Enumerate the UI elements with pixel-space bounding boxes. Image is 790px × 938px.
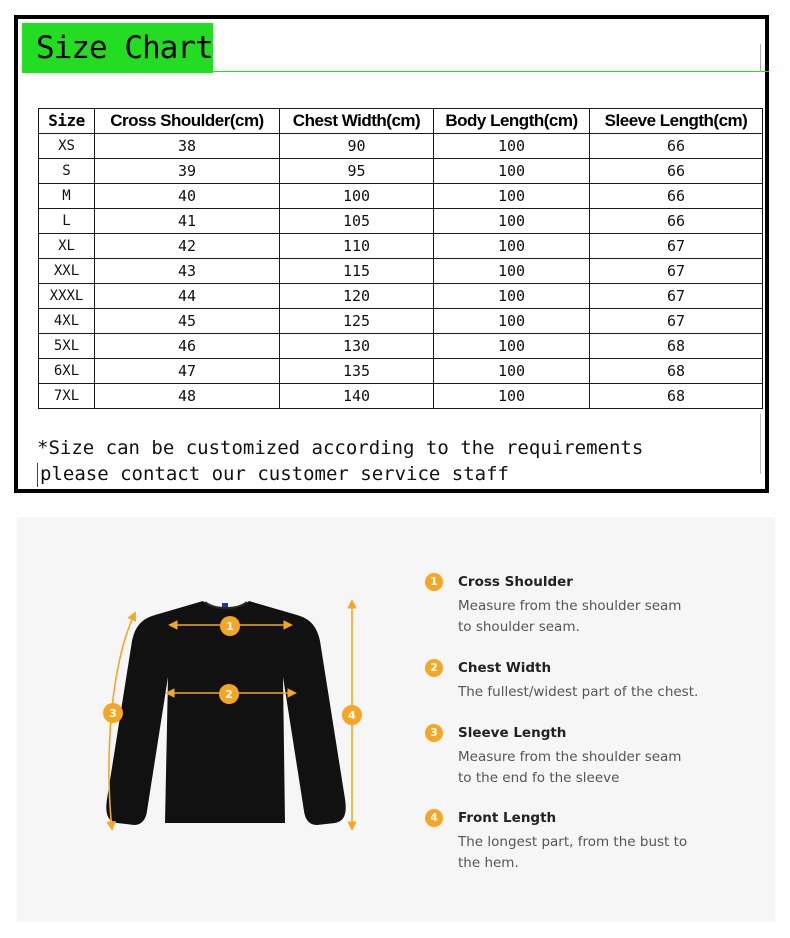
legend-description: Measure from the shoulder seam to the end fo the sleeve <box>458 749 682 786</box>
cell-cross-shoulder: 38 <box>95 134 280 159</box>
table-row <box>39 209 763 234</box>
table-row <box>39 259 763 284</box>
cell-size: L <box>39 209 95 234</box>
badge-4-icon: 4 <box>425 809 443 827</box>
cell-size: XXL <box>39 259 95 284</box>
cell-sleeve-length: 67 <box>590 309 763 334</box>
cell-size: XXXL <box>39 284 95 309</box>
cell-body-length: 100 <box>434 359 590 384</box>
badge-3-icon: 3 <box>425 724 443 742</box>
cell-body-length: 100 <box>434 134 590 159</box>
cell-cross-shoulder: 40 <box>95 184 280 209</box>
text-cursor-bar <box>37 463 38 487</box>
badge-4-label: 4 <box>348 709 356 722</box>
legend-title: Chest Width <box>458 660 552 676</box>
table-row <box>39 359 763 384</box>
cell-sleeve-length: 66 <box>590 134 763 159</box>
note-customization: *Size can be customized according to the requirements <box>37 437 644 459</box>
table-row <box>39 334 763 359</box>
cell-size: S <box>39 159 95 184</box>
table-header-row <box>39 109 763 134</box>
cell-size: XS <box>39 134 95 159</box>
cell-size: M <box>39 184 95 209</box>
measurement-guide-panel <box>17 517 775 922</box>
cell-chest-width: 100 <box>280 184 434 209</box>
table-row <box>39 234 763 259</box>
header-body-length: Body Length(cm) <box>434 109 590 134</box>
cell-sleeve-length: 68 <box>590 384 763 409</box>
table-row <box>39 184 763 209</box>
cell-chest-width: 135 <box>280 359 434 384</box>
badge-1-icon: 1 <box>425 573 443 591</box>
badge-1-label: 1 <box>226 620 234 633</box>
cell-body-length: 100 <box>434 209 590 234</box>
cell-cross-shoulder: 44 <box>95 284 280 309</box>
cell-size: 6XL <box>39 359 95 384</box>
cell-body-length: 100 <box>434 309 590 334</box>
cell-sleeve-length: 67 <box>590 259 763 284</box>
header-sleeve-length: Sleeve Length(cm) <box>590 109 763 134</box>
legend-title: Front Length <box>458 810 557 826</box>
cell-cross-shoulder: 48 <box>95 384 280 409</box>
table-row <box>39 134 763 159</box>
size-table <box>38 108 763 409</box>
legend-description: Measure from the shoulder seam to shoulder seam. <box>458 598 682 635</box>
decorative-line <box>760 414 761 474</box>
legend-title: Cross Shoulder <box>458 574 573 590</box>
header-cross-shoulder: Cross Shoulder(cm) <box>95 109 280 134</box>
badge-2-icon: 2 <box>425 659 443 677</box>
table-row <box>39 159 763 184</box>
badge-3-label: 3 <box>109 707 117 720</box>
garment-diagram <box>17 517 417 922</box>
legend-title: Sleeve Length <box>458 725 567 741</box>
cell-body-length: 100 <box>434 184 590 209</box>
cell-chest-width: 95 <box>280 159 434 184</box>
table-body <box>39 134 763 409</box>
table-row <box>39 284 763 309</box>
legend-description: The fullest/widest part of the chest. <box>458 684 699 700</box>
cell-chest-width: 105 <box>280 209 434 234</box>
cell-chest-width: 110 <box>280 234 434 259</box>
cell-body-length: 100 <box>434 159 590 184</box>
cell-chest-width: 140 <box>280 384 434 409</box>
cell-sleeve-length: 68 <box>590 334 763 359</box>
table-row <box>39 384 763 409</box>
size-chart-title: Size Chart <box>22 23 213 73</box>
decorative-line <box>760 44 761 72</box>
cell-body-length: 100 <box>434 234 590 259</box>
cell-cross-shoulder: 47 <box>95 359 280 384</box>
table-row <box>39 309 763 334</box>
cell-sleeve-length: 66 <box>590 184 763 209</box>
header-chest-width: Chest Width(cm) <box>280 109 434 134</box>
cell-sleeve-length: 66 <box>590 209 763 234</box>
cell-cross-shoulder: 42 <box>95 234 280 259</box>
legend-description: The longest part, from the bust to the hem. <box>458 834 688 871</box>
collar-label <box>222 603 228 607</box>
cell-size: 5XL <box>39 334 95 359</box>
cell-cross-shoulder: 46 <box>95 334 280 359</box>
cell-sleeve-length: 66 <box>590 159 763 184</box>
cell-sleeve-length: 67 <box>590 234 763 259</box>
cell-sleeve-length: 68 <box>590 359 763 384</box>
cell-size: XL <box>39 234 95 259</box>
cell-size: 7XL <box>39 384 95 409</box>
cell-chest-width: 130 <box>280 334 434 359</box>
cell-body-length: 100 <box>434 284 590 309</box>
cell-sleeve-length: 67 <box>590 284 763 309</box>
cell-body-length: 100 <box>434 334 590 359</box>
cell-cross-shoulder: 39 <box>95 159 280 184</box>
cell-cross-shoulder: 45 <box>95 309 280 334</box>
title-divider <box>213 71 769 72</box>
cell-chest-width: 90 <box>280 134 434 159</box>
cell-body-length: 100 <box>434 259 590 284</box>
cell-cross-shoulder: 43 <box>95 259 280 284</box>
cell-body-length: 100 <box>434 384 590 409</box>
size-chart-panel <box>14 15 769 493</box>
badge-2-label: 2 <box>225 688 233 701</box>
cell-chest-width: 120 <box>280 284 434 309</box>
cell-chest-width: 115 <box>280 259 434 284</box>
cell-cross-shoulder: 41 <box>95 209 280 234</box>
note-contact: please contact our customer service staff <box>40 463 509 485</box>
cell-chest-width: 125 <box>280 309 434 334</box>
header-size: Size <box>39 109 95 134</box>
cell-size: 4XL <box>39 309 95 334</box>
